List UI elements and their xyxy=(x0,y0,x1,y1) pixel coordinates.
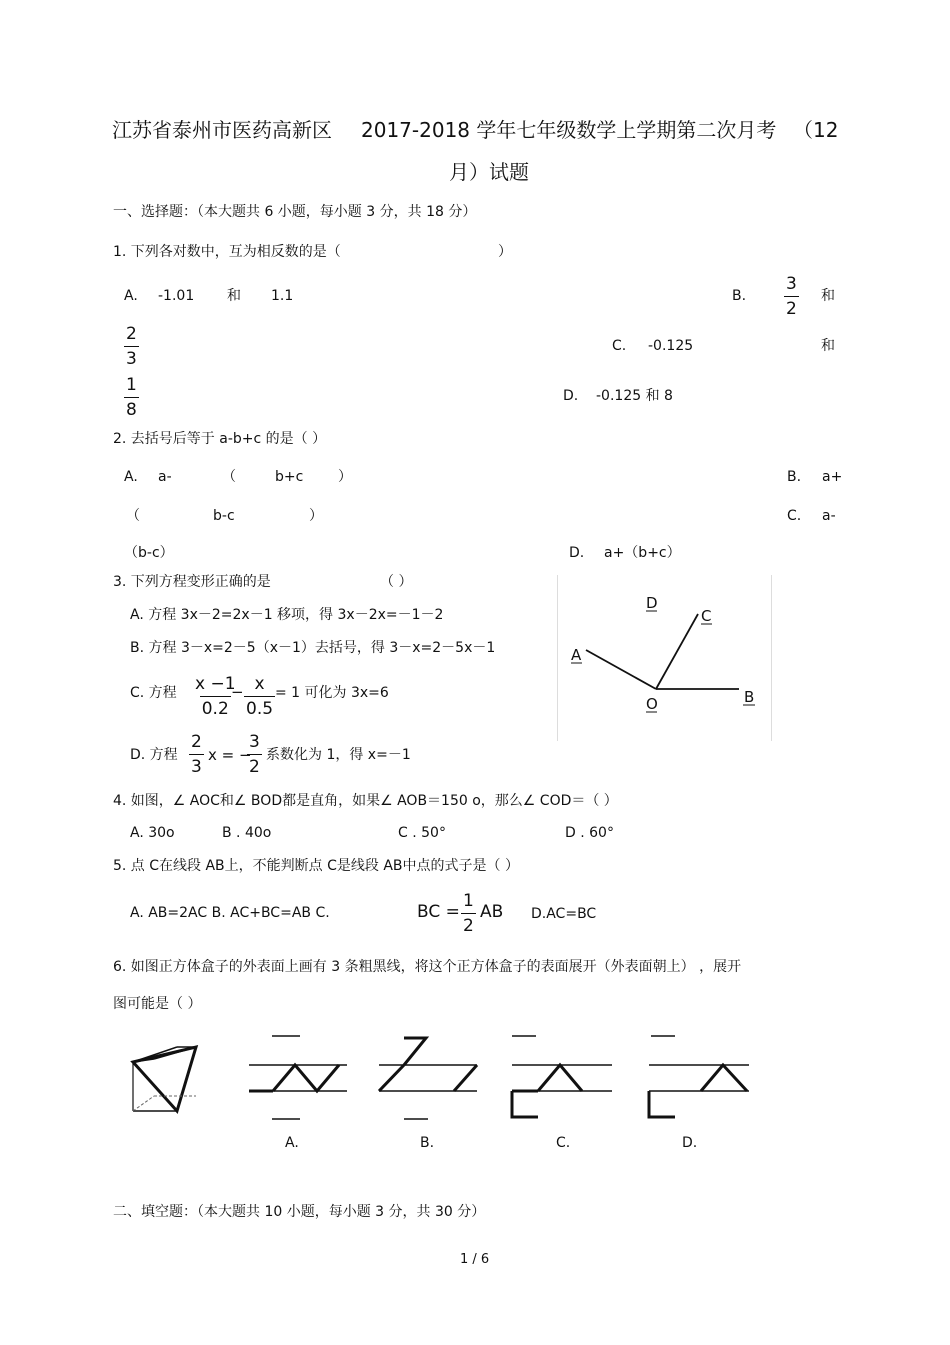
q3-d-label: D. 方程 xyxy=(130,747,178,763)
q2-c-rest: （b-c） xyxy=(124,545,174,561)
net-b-thick-1 xyxy=(379,1065,404,1091)
q6-option-d: D. xyxy=(682,1135,698,1151)
q3-c-num1: x −1 xyxy=(195,674,236,694)
q1-b2-den: 3 xyxy=(124,346,139,368)
net-d-thick-bottom xyxy=(649,1091,675,1117)
q3-c-label: C. 方程 xyxy=(130,685,177,701)
q1-b-num: 3 xyxy=(786,274,797,294)
cube-hidden-edge-1 xyxy=(133,1096,154,1111)
q1-a-label: A. xyxy=(124,288,138,304)
q1-c-and: 和 xyxy=(821,338,835,354)
q2-b-val: a+ xyxy=(822,469,843,485)
net-option-a xyxy=(246,1030,350,1122)
net-c-thick-bottom xyxy=(512,1091,538,1117)
title-part-3: （12 xyxy=(793,118,839,142)
q6-stem-line-2: 图可能是（ ） xyxy=(113,996,202,1012)
q3-d-fraction-1 xyxy=(189,734,204,776)
net-option-c xyxy=(508,1030,614,1122)
label-a: A xyxy=(571,646,582,664)
section-2-header: 二、填空题：（本大题共 10 小题，每小题 3 分，共 30 分） xyxy=(113,1204,486,1220)
q3-c-den2: 0.5 xyxy=(244,696,275,718)
q5-stem: 5. 点 C在线段 AB上，不能判断点 C是线段 AB中点的式子是（ ） xyxy=(113,858,519,874)
q2-a-inner: b+c xyxy=(275,469,304,485)
title-line-2: 月）试题 xyxy=(449,160,529,184)
q4-stem: 4. 如图，∠ AOC和∠ BOD都是直角，如果∠ AOB＝150 o，那么∠ COD＝（ ） xyxy=(113,793,618,809)
page-number: 1 / 6 xyxy=(460,1252,490,1267)
q5-options-ab: A. AB=2AC B. AC+BC=AB C. xyxy=(130,905,330,921)
q6-option-c: C. xyxy=(556,1135,571,1151)
q5-c-lhs: BC = xyxy=(417,902,460,922)
q1-d-val: -0.125 和 8 xyxy=(596,388,673,404)
q1-a-val1: -1.01 xyxy=(158,288,195,304)
net-b-thick-top xyxy=(404,1038,426,1065)
q5-c-fraction xyxy=(461,893,476,935)
q1-a-and: 和 xyxy=(227,288,241,304)
q2-b-label: B. xyxy=(787,469,802,485)
q1-b2-fraction xyxy=(124,326,139,368)
q3-d-fraction-2 xyxy=(247,734,262,776)
angle-figure xyxy=(557,575,773,743)
q2-a-val: a- xyxy=(158,469,172,485)
q1-c-val: -0.125 xyxy=(648,338,694,354)
q2-stem: 2. 去括号后等于 a-b+c 的是（ ） xyxy=(113,431,327,447)
label-o: O xyxy=(646,695,658,713)
q3-c-num2: x xyxy=(254,674,265,694)
q2-b-inner: b-c xyxy=(213,508,235,524)
q3-c-den1: 0.2 xyxy=(200,696,231,718)
q1-b-label: B. xyxy=(732,288,747,304)
q2-d-label: D. xyxy=(569,545,585,561)
q4-option-c: C . 50° xyxy=(398,825,446,841)
q3-d-den2: 2 xyxy=(247,754,262,776)
net-b-thick-2 xyxy=(454,1065,477,1091)
q1-stem-close: ） xyxy=(498,244,512,260)
q4-option-d: D . 60° xyxy=(565,825,614,841)
q5-c-num: 1 xyxy=(463,891,474,911)
q2-c-label: C. xyxy=(787,508,802,524)
ray-oa xyxy=(586,650,656,689)
q1-b-fraction xyxy=(784,276,799,318)
net-c-thick-triangle xyxy=(538,1065,582,1091)
q3-d-den1: 3 xyxy=(189,754,204,776)
q6-option-b: B. xyxy=(420,1135,435,1151)
q6-stem-line-1: 6. 如图正方体盒子的外表面上画有 3 条粗黑线，将这个正方体盒子的表面展开（外表面朝上） ，展开 xyxy=(113,959,742,975)
q2-a-paren-open: （ xyxy=(222,469,236,485)
title-part-1: 江苏省泰州市医药高新区 xyxy=(112,118,332,142)
q1-b-den: 2 xyxy=(784,296,799,318)
q2-a-label: A. xyxy=(124,469,138,485)
q1-stem: 1. 下列各对数中，互为相反数的是（ xyxy=(113,244,341,260)
q2-c-val: a- xyxy=(822,508,836,524)
q1-c2-fraction xyxy=(124,377,139,419)
q1-c2-den: 8 xyxy=(124,397,139,419)
net-option-b xyxy=(376,1030,480,1122)
q1-d-label: D. xyxy=(563,388,579,404)
q5-option-d: D.AC=BC xyxy=(531,906,597,922)
q2-b-paren-close: ） xyxy=(309,508,323,524)
q3-d-mid: x = − xyxy=(208,746,252,764)
q1-b-and: 和 xyxy=(821,288,835,304)
q3-option-b: B. 方程 3－x=2－5（x－1）去括号，得 3－x=2－5x－1 xyxy=(130,640,496,656)
q1-b2-num: 2 xyxy=(126,324,137,344)
q6-option-a: A. xyxy=(285,1135,299,1151)
q4-option-a: A. 30o xyxy=(130,825,175,841)
q3-c-rest: = 1 可化为 3x=6 xyxy=(275,685,389,701)
label-b: B xyxy=(744,688,755,706)
q5-c-rhs: AB xyxy=(480,902,504,922)
q1-c2-num: 1 xyxy=(126,375,137,395)
q1-a-val2: 1.1 xyxy=(271,288,294,304)
q2-b-paren-open: （ xyxy=(126,508,140,524)
q3-d-rest: 系数化为 1，得 x=－1 xyxy=(266,747,411,763)
ray-oc xyxy=(656,614,698,689)
q3-paren: （ ） xyxy=(380,574,413,590)
q3-c-minus: − xyxy=(231,683,244,701)
q4-option-b: B . 40o xyxy=(222,825,272,841)
net-d-thick-triangle xyxy=(701,1065,747,1091)
q2-a-paren-close: ） xyxy=(338,469,352,485)
section-1-header: 一、选择题：（本大题共 6 小题，每小题 3 分，共 18 分） xyxy=(113,204,477,220)
net-option-d xyxy=(645,1030,751,1122)
title-part-2: 2017-2018 学年七年级数学上学期第二次月考 xyxy=(361,118,777,142)
q1-c-label: C. xyxy=(612,338,627,354)
q3-c-fraction-2 xyxy=(244,676,275,718)
label-c: C xyxy=(701,607,712,625)
q3-option-a: A. 方程 3x－2=2x－1 移项，得 3x－2x=－1－2 xyxy=(130,607,444,623)
net-a-thick xyxy=(273,1065,339,1091)
q3-d-num2: 3 xyxy=(249,732,260,752)
q3-stem: 3. 下列方程变形正确的是 xyxy=(113,574,271,590)
q2-d-val: a+（b+c） xyxy=(604,545,681,561)
q5-c-den: 2 xyxy=(461,913,476,935)
q3-d-num1: 2 xyxy=(191,732,202,752)
cube-figure xyxy=(128,1040,200,1112)
label-d: D xyxy=(646,594,658,612)
